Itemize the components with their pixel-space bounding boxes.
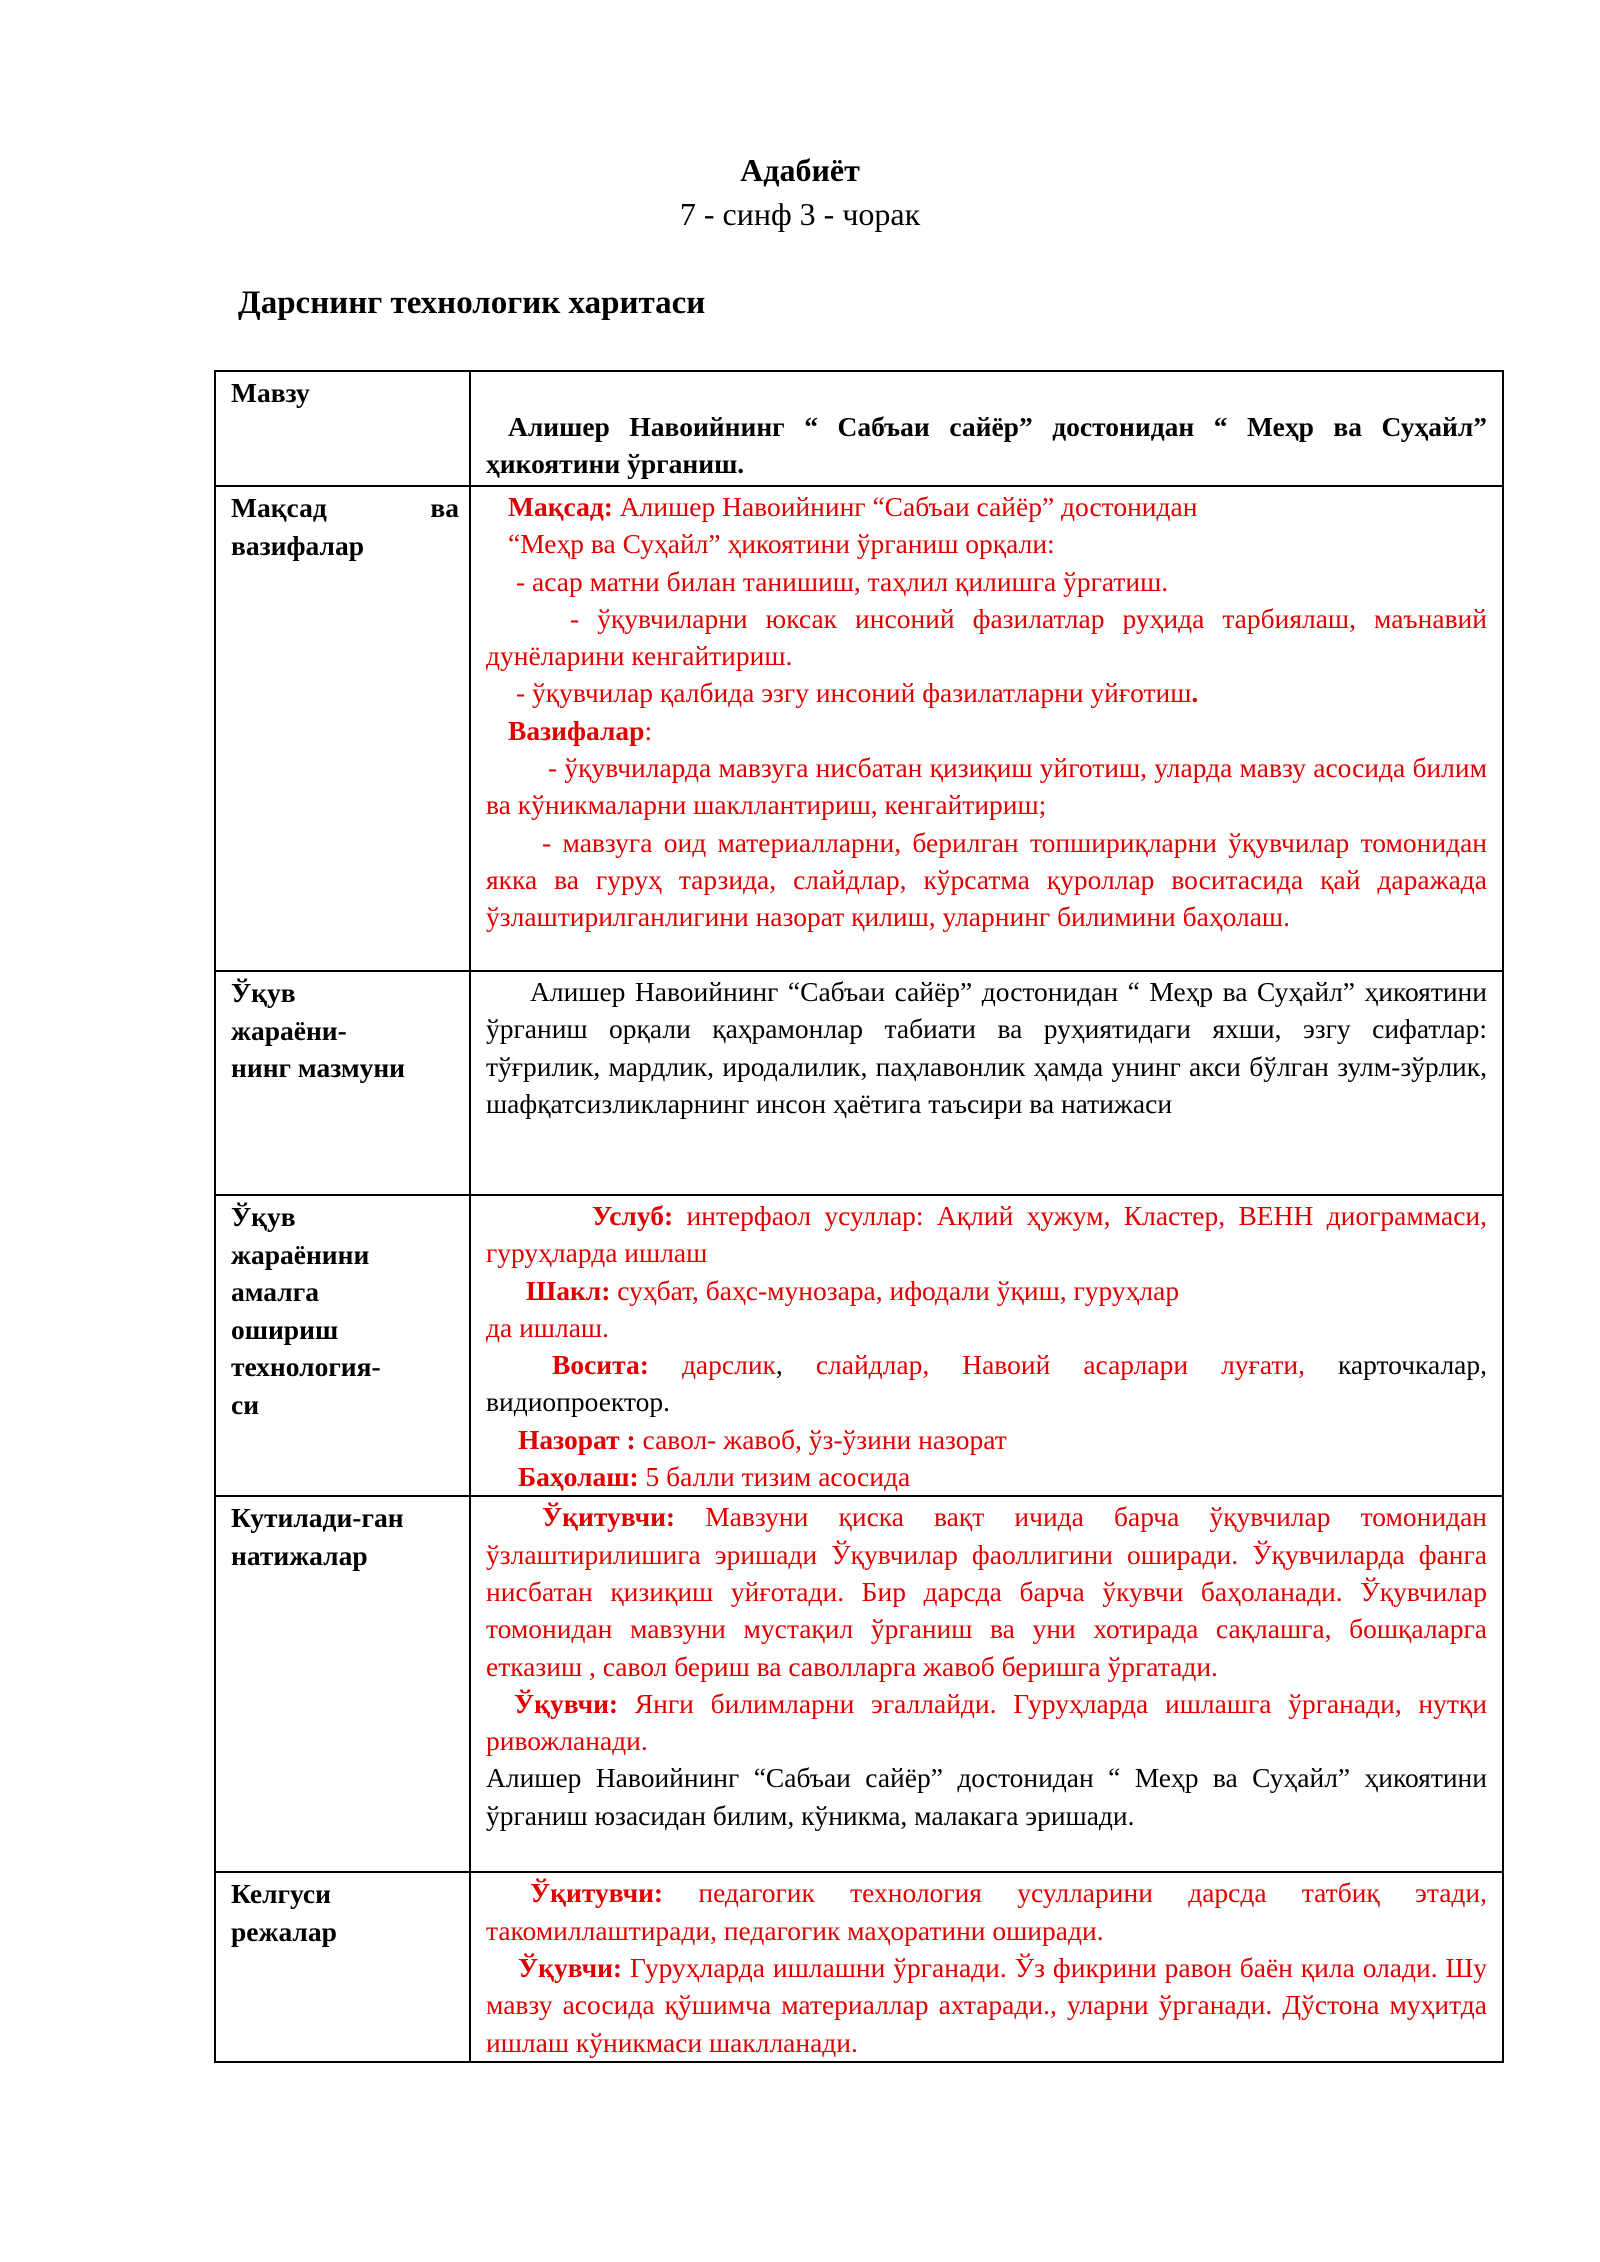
task-item-2: - мавзуга оид материалларни, берилган топшириқларни ўқувчилар томонидан якка ва гуруҳ тарзида, слайдлар, кўрсатма қуроллар воситасида қай даражада ўзлаштирилганлигини назорат қилиш, уларнинг билимини баҳолаш. <box>486 826 1487 933</box>
goal-line-2: “Меҳр ва Суҳайл” ҳикоятини ўрганиш орқали: <box>508 528 1055 560</box>
document-title: Дарснинг технологик харитаси <box>238 285 706 321</box>
goal-item-3: - ўқувчилар қалбида эзгу инсоний фазилатларни уйғотиш. <box>516 677 1199 709</box>
content-technology <box>470 1195 1503 1496</box>
table-row-goals <box>215 486 1503 971</box>
table-row-topic <box>215 371 1503 486</box>
technology-map-table <box>214 370 1504 2063</box>
label-future-plans: Келгуси режалар <box>215 1872 470 2061</box>
goal-item-1: - асар матни билан танишиш, таҳлил қилишга ўргатиш. <box>516 565 1169 597</box>
table-row-process-content <box>215 971 1503 1195</box>
subject-title: Адабиёт <box>740 152 860 188</box>
content-outcomes <box>470 1496 1503 1872</box>
goal-line-1: Мақсад: Алишер Навоийнинг “Сабъаи сайёр” достонидан <box>508 491 1198 522</box>
label-technology: Ўқув жараёнини амалга ошириш технология- си <box>215 1195 470 1496</box>
outcome-student: Ўқувчи: Янги билимларни эгаллайди. Гуруҳларда ишлашга ўрганади, нутқи ривожланади. <box>486 1687 1487 1757</box>
form-line-2: да ишлаш. <box>486 1311 609 1343</box>
label-process-content: Ўқув жараёни- нинг мазмуни <box>215 971 470 1195</box>
outcome-summary: Алишер Навоийнинг “Сабъаи сайёр” достонидан “ Меҳр ва Суҳайл” ҳикоятини ўрганиш юзасидан билим, кўникма, малакага эришади. <box>486 1762 1487 1831</box>
control-line: Назорат : савол- жавоб, ўз-ўзини назорат <box>518 1423 1007 1455</box>
method-line: Услуб: интерфаол усуллар: Ақлий ҳужум, Кластер, ВЕНН диограммаси, гуруҳларда ишлаш <box>486 1200 1487 1269</box>
process-text: Алишер Навоийнинг “Сабъаи сайёр” достонидан “ Меҳр ва Суҳайл” ҳикоятини ўрганиш орқали қаҳрамонлар табиати ва руҳиятидаги яхши, эзгу сифатлар: тўғрилик, мардлик, иродалилик, паҳлавонлик ҳамда унинг акси бўлган зулм-зўрлик, шафқатсизликларнинг инсон ҳаётига таъсири ва натижаси <box>486 976 1487 1119</box>
label-goals <box>215 486 470 971</box>
assessment-line: Баҳолаш: 5 балли тизим асосида <box>518 1461 911 1493</box>
form-line: Шакл: суҳбат, баҳс-мунозара, ифодали ўқиш, гуруҳлар <box>526 1274 1180 1306</box>
plan-teacher: Ўқитувчи: педагогик технология усулларини дарсда татбиқ этади, такомиллаштиради, педагогик маҳоратини оширади. <box>486 1877 1487 1946</box>
task-item-1: - ўқувчиларда мавзуга нисбатан қизиқиш уйготиш, уларда мавзу асосида билим ва кўникмаларни шакллантириш, кенгайтириш; <box>486 752 1487 821</box>
content-goals <box>470 486 1503 971</box>
means-line: Восита: дарслик, слайдлар, Навоий асарлари луғати, карточкалар, видиопроектор. <box>486 1349 1487 1418</box>
table-row-outcomes <box>215 1496 1503 1872</box>
label-goals-word1: Мақсад <box>231 492 327 523</box>
label-goals-word2: ва <box>430 492 459 523</box>
label-topic: Мавзу <box>215 371 470 486</box>
content-process <box>470 971 1503 1195</box>
table-row-technology <box>215 1195 1503 1496</box>
outcome-teacher: Ўқитувчи: Мавзуни қиска вақт ичида барча ўқувчилар томонидан ўзлаштирилишига эришади Ўқувчилар фаоллигини оширади. Ўқувчиларда фанга нисбатан қизиқиш уйғотади. Бир дарсда барча ўкувчи баҳоланади. Ўқувчилар томонидан мавзуни мустақил ўрганиш ва уни хотирада сақлашга, бошқаларга етказиш , савол бериш ва саволларга жавоб беришга ўргатади. <box>486 1501 1487 1682</box>
label-goals-line2: вазифалар <box>231 529 364 561</box>
content-topic <box>470 371 1503 486</box>
plan-student: Ўқувчи: Гуруҳларда ишлашни ўрганади. Ўз фикрини равон баён қила олади. Шу мавзу асосида қўшимча материаллар ахтаради., уларни ўрганади. Дўстона муҳитда ишлаш кўникмаси шаклланади. <box>486 1951 1487 2058</box>
tasks-heading: Вазифалар: <box>508 714 653 746</box>
label-outcomes: Кутилади-ган натижалар <box>215 1496 470 1872</box>
goal-item-2: - ўқувчиларни юксак инсоний фазилатлар руҳида тарбиялаш, маънавий дунёларини кенгайтириш. <box>486 602 1487 672</box>
grade-quarter: 7 - синф 3 - чорак <box>679 196 921 232</box>
topic-text: Алишер Навоийнинг “ Сабъаи сайёр” достонидан “ Меҳр ва Суҳайл” ҳикоятини ўрганиш. <box>486 411 1487 480</box>
content-future-plans <box>470 1872 1503 2061</box>
table-row-future-plans <box>215 1872 1503 2061</box>
